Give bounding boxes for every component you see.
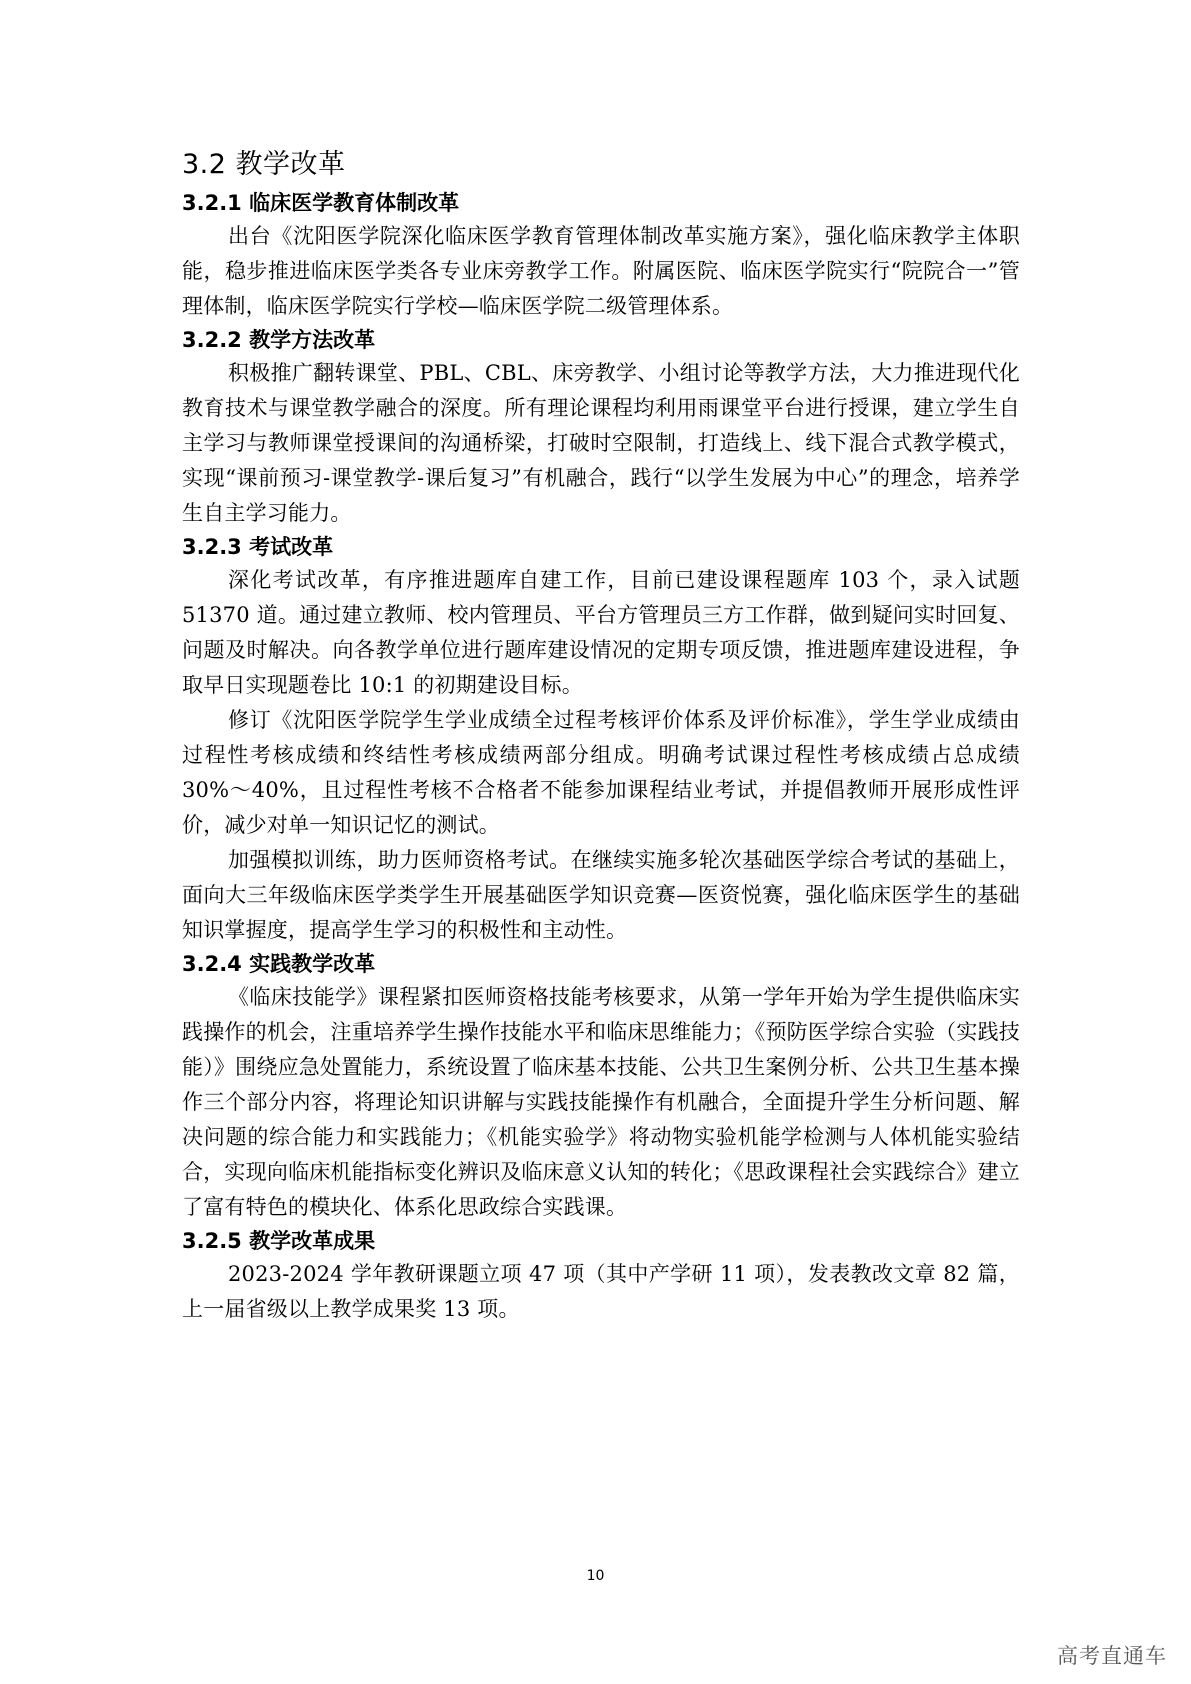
paragraph: 出台《沈阳医学院深化临床医学教育管理体制改革实施方案》，强化临床教学主体职能，稳步推进临床医学类各专业床旁教学工作。附属医院、临床医学院实行“院院合一”管理体制，临床医学院实行学校—临床医学院二级管理体系。 bbox=[182, 224, 1020, 318]
subsection-heading-teaching-methods: 3.2.2 教学方法改革 bbox=[182, 328, 376, 352]
subsection-heading-practice-teaching: 3.2.4 实践教学改革 bbox=[182, 952, 376, 976]
page-number: 10 bbox=[586, 1568, 605, 1584]
subsection-heading-clinical-education: 3.2.1 临床医学教育体制改革 bbox=[182, 191, 460, 215]
page-content bbox=[182, 145, 1020, 1327]
subsection-heading-exam-reform: 3.2.3 考试改革 bbox=[182, 535, 334, 559]
paragraph: 《临床技能学》课程紧扣医师资格技能考核要求，从第一学年开始为学生提供临床实践操作的机会，注重培养学生操作技能水平和临床思维能力；《预防医学综合实验（实践技能）》围绕应急处置能力，系统设置了临床基本技能、公共卫生案例分析、公共卫生基本操作三个部分内容，将理论知识讲解与实践技能操作有机融合，全面提升学生分析问题、解决问题的综合能力和实践能力；《机能实验学》将动物实验机能学检测与人体机能实验结合，实现向临床机能指标变化辨识及临床意义认知的转化；《思政课程社会实践综合》建立了富有特色的模块化、体系化思政综合实践课。 bbox=[182, 985, 1020, 1219]
paragraph: 加强模拟训练，助力医师资格考试。在继续实施多轮次基础医学综合考试的基础上，面向大三年级临床医学类学生开展基础医学知识竞赛—医资悦赛，强化临床医学生的基础知识掌握度，提高学生学习的积极性和主动性。 bbox=[182, 848, 1020, 942]
section-heading: 3.2 教学改革 bbox=[182, 149, 346, 180]
watermark-text: 高考直通车 bbox=[1057, 1644, 1167, 1668]
subsection-heading-reform-results: 3.2.5 教学改革成果 bbox=[182, 1229, 376, 1253]
paragraph: 修订《沈阳医学院学生学业成绩全过程考核评价体系及评价标准》，学生学业成绩由过程性考核成绩和终结性考核成绩两部分组成。明确考试课过程性考核成绩占总成绩 30%～40%，且过程性考核不合格者不能参加课程结业考试，并提倡教师开展形成性评价，减少对单一知识记忆的测试。 bbox=[182, 708, 1020, 837]
paragraph: 2023-2024 学年教研课题立项 47 项（其中产学研 11 项），发表教改文章 82 篇，上一届省级以上教学成果奖 13 项。 bbox=[182, 1262, 1020, 1321]
paragraph: 深化考试改革，有序推进题库自建工作，目前已建设课程题库 103 个，录入试题 51370 道。通过建立教师、校内管理员、平台方管理员三方工作群，做到疑问实时回复、问题及时解决。向各教学单位进行题库建设情况的定期专项反馈，推进题库建设进程，争取早日实现题卷比 10:1 的初期建设目标。 bbox=[182, 568, 1020, 697]
paragraph: 积极推广翻转课堂、PBL、CBL、床旁教学、小组讨论等教学方法，大力推进现代化教育技术与课堂教学融合的深度。所有理论课程均利用雨课堂平台进行授课，建立学生自主学习与教师课堂授课间的沟通桥梁，打破时空限制，打造线上、线下混合式教学模式，实现“课前预习-课堂教学-课后复习”有机融合，践行“以学生发展为中心”的理念，培养学生自主学习能力。 bbox=[182, 361, 1020, 525]
